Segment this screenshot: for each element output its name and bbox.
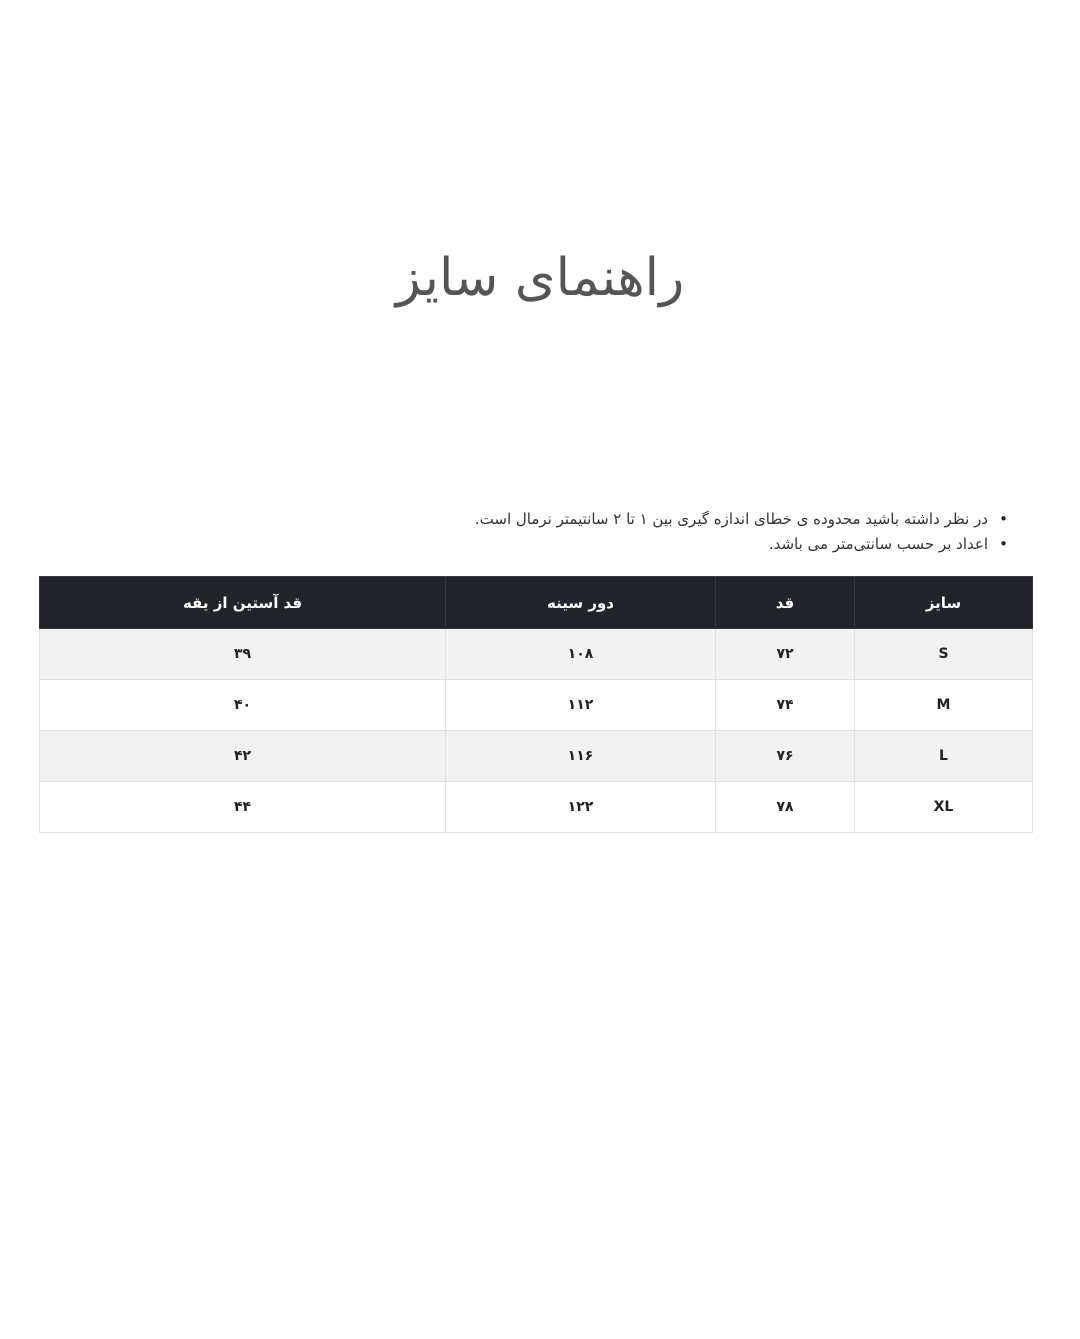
header-chest: دور سینه bbox=[446, 577, 716, 629]
cell-sleeve-length: ۴۲ bbox=[40, 731, 446, 782]
cell-size: S bbox=[855, 629, 1033, 680]
cell-sleeve-length: ۳۹ bbox=[40, 629, 446, 680]
table-body bbox=[40, 629, 1033, 833]
bullet-icon: • bbox=[999, 510, 1008, 528]
cell-chest: ۱۱۶ bbox=[446, 731, 716, 782]
table-header bbox=[40, 577, 1033, 629]
header-sleeve-length: قد آستین از یقه bbox=[40, 577, 446, 629]
header-height: قد bbox=[716, 577, 855, 629]
cell-chest: ۱۰۸ bbox=[446, 629, 716, 680]
notes-list bbox=[474, 507, 1008, 557]
cell-height: ۷۶ bbox=[716, 731, 855, 782]
table-row bbox=[40, 680, 1033, 731]
note-text: اعداد بر حسب سانتی‌متر می باشد. bbox=[768, 535, 988, 553]
table-row bbox=[40, 731, 1033, 782]
cell-chest: ۱۲۲ bbox=[446, 782, 716, 833]
cell-size: L bbox=[855, 731, 1033, 782]
cell-sleeve-length: ۴۰ bbox=[40, 680, 446, 731]
page-title: راهنمای سایز bbox=[395, 248, 685, 308]
table-row bbox=[40, 782, 1033, 833]
cell-sleeve-length: ۴۴ bbox=[40, 782, 446, 833]
size-table bbox=[39, 576, 1033, 833]
note-text: در نظر داشته باشید محدوده ی خطای اندازه گیری بین ۱ تا ۲ سانتیمتر نرمال است. bbox=[474, 510, 988, 528]
note-item bbox=[474, 507, 1008, 532]
cell-size: M bbox=[855, 680, 1033, 731]
table-row bbox=[40, 629, 1033, 680]
header-size: سایز bbox=[855, 577, 1033, 629]
cell-chest: ۱۱۲ bbox=[446, 680, 716, 731]
cell-height: ۷۲ bbox=[716, 629, 855, 680]
header-row bbox=[40, 577, 1033, 629]
bullet-icon: • bbox=[999, 535, 1008, 553]
note-item bbox=[475, 532, 1008, 557]
cell-height: ۷۴ bbox=[716, 680, 855, 731]
cell-size: XL bbox=[855, 782, 1033, 833]
cell-height: ۷۸ bbox=[716, 782, 855, 833]
